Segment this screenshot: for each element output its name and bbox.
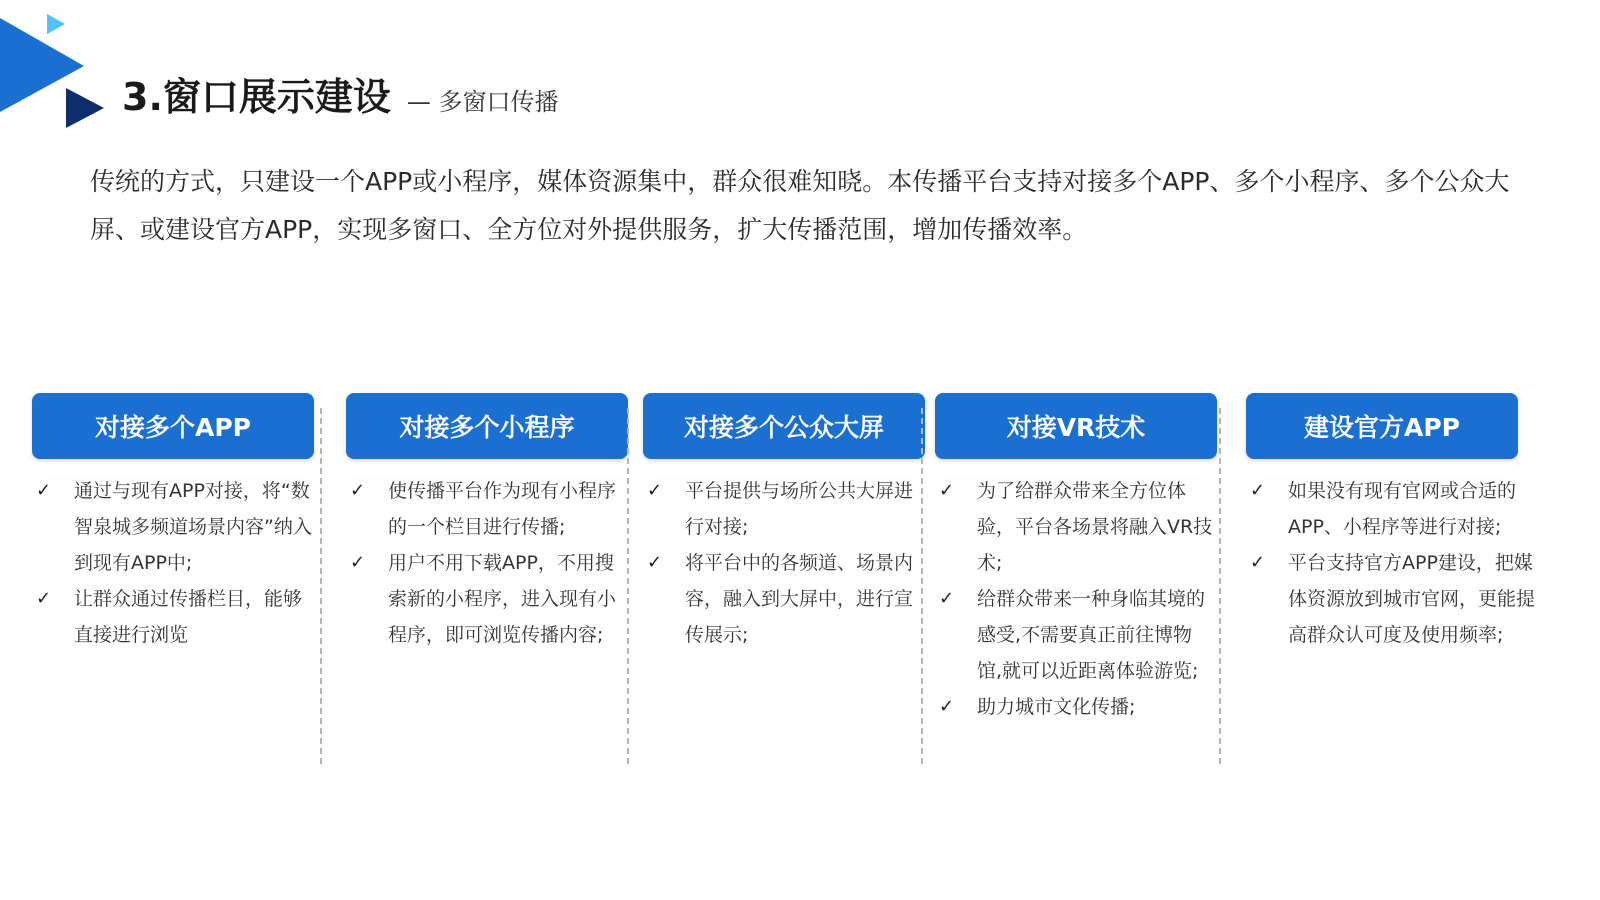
check-icon: ✓ xyxy=(350,480,366,501)
check-icon: ✓ xyxy=(36,588,52,609)
page-subtitle: — 多窗口传播 xyxy=(406,88,559,116)
list-item-text: 给群众带来一种身临其境的感受,不需要真正前往博物馆,就可以近距离体验游览; xyxy=(977,588,1206,682)
column-items xyxy=(32,473,314,653)
list-item-text: 将平台中的各频道、场景内容，融入到大屏中，进行宣传展示; xyxy=(685,552,914,646)
list-item xyxy=(346,473,628,545)
column-app xyxy=(32,393,314,653)
column-public-screen xyxy=(643,393,925,653)
check-icon: ✓ xyxy=(350,552,366,573)
list-item xyxy=(1246,545,1542,653)
list-item xyxy=(32,473,314,581)
list-item-text: 为了给群众带来全方位体验，平台各场景将融入VR技术; xyxy=(977,480,1213,574)
column-header: 对接多个小程序 xyxy=(346,393,628,459)
column-items xyxy=(935,473,1217,725)
column-header: 对接多个公众大屏 xyxy=(643,393,925,459)
list-item-text: 用户不用下载APP，不用搜索新的小程序，进入现有小程序，即可浏览传播内容; xyxy=(388,552,617,646)
dashed-divider xyxy=(921,408,923,764)
check-icon: ✓ xyxy=(36,480,52,501)
list-item-text: 使传播平台作为现有小程序的一个栏目进行传播; xyxy=(388,480,617,538)
column-header: 对接多个APP xyxy=(32,393,314,459)
list-item xyxy=(1246,473,1542,545)
check-icon: ✓ xyxy=(647,480,663,501)
list-item xyxy=(935,689,1217,725)
list-item xyxy=(643,545,925,653)
list-item xyxy=(935,473,1217,581)
page-title: 3.窗口展示建设 xyxy=(122,75,391,119)
check-icon: ✓ xyxy=(1250,552,1266,573)
column-header: 对接VR技术 xyxy=(935,393,1217,459)
page-header xyxy=(122,66,559,121)
column-official-app xyxy=(1246,393,1542,653)
list-item-text: 如果没有现有官网或合适的APP、小程序等进行对接; xyxy=(1288,480,1517,538)
list-item-text: 平台支持官方APP建设，把媒体资源放到城市官网，更能提高群众认可度及使用频率; xyxy=(1288,552,1536,646)
list-item xyxy=(32,581,314,653)
list-item-text: 平台提供与场所公共大屏进行对接; xyxy=(685,480,914,538)
column-items xyxy=(1246,473,1542,653)
decorative-triangles xyxy=(0,0,120,140)
dashed-divider xyxy=(1219,408,1221,764)
column-items xyxy=(643,473,925,653)
column-mini-program xyxy=(346,393,628,653)
check-icon: ✓ xyxy=(647,552,663,573)
dashed-divider xyxy=(627,408,629,764)
list-item-text: 让群众通过传播栏目，能够直接进行浏览 xyxy=(74,588,303,646)
column-items xyxy=(346,473,628,653)
list-item-text: 助力城市文化传播; xyxy=(977,696,1136,718)
list-item-text: 通过与现有APP对接，将“数智泉城多频道场景内容”纳入到现有APP中; xyxy=(74,480,312,574)
dark-navy-triangle xyxy=(66,88,104,128)
list-item xyxy=(643,473,925,545)
check-icon: ✓ xyxy=(939,480,955,501)
intro-paragraph: 传统的方式，只建设一个APP或小程序，媒体资源集中，群众很难知晓。本传播平台支持对接多个APP、多个小程序、多个公众大屏、或建设官方APP，实现多窗口、全方位对外提供服务，扩大传播范围，增加传播效率。 xyxy=(90,167,1510,244)
check-icon: ✓ xyxy=(939,588,955,609)
check-icon: ✓ xyxy=(939,696,955,717)
dashed-divider xyxy=(320,408,322,764)
check-icon: ✓ xyxy=(1250,480,1266,501)
column-vr xyxy=(935,393,1217,725)
list-item xyxy=(346,545,628,653)
list-item xyxy=(935,581,1217,689)
small-light-triangle xyxy=(47,14,65,34)
column-header: 建设官方APP xyxy=(1246,393,1518,459)
